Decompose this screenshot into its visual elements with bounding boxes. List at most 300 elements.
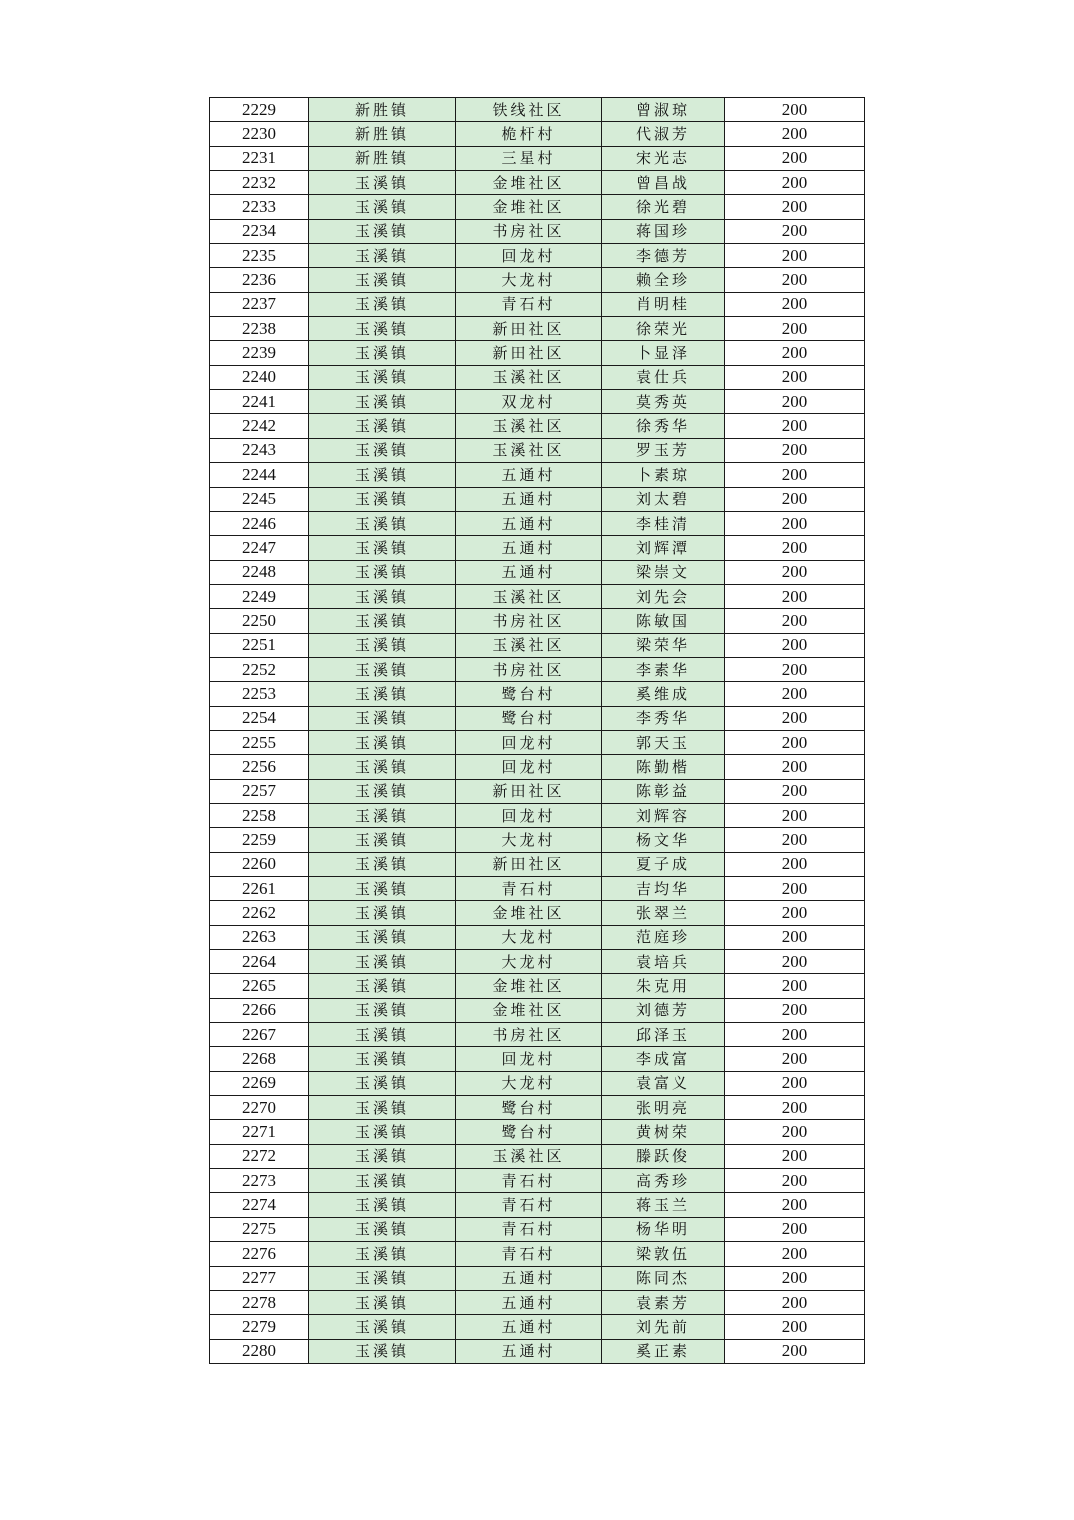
table-row	[210, 195, 865, 219]
table-row	[210, 1144, 865, 1168]
village-cell: 鹭台村	[456, 1120, 602, 1144]
village-cell: 五通村	[456, 1266, 602, 1290]
name-cell: 奚正素	[602, 1339, 725, 1363]
table-row	[210, 1169, 865, 1193]
amount-cell: 200	[725, 1120, 865, 1144]
town-cell: 玉溪镇	[309, 511, 456, 535]
village-cell: 桅杆村	[456, 122, 602, 146]
table-row	[210, 803, 865, 827]
table-row	[210, 584, 865, 608]
table-body	[210, 98, 865, 1364]
village-cell: 玉溪社区	[456, 1144, 602, 1168]
amount-cell: 200	[725, 1315, 865, 1339]
amount-cell: 200	[725, 1071, 865, 1095]
village-cell: 五通村	[456, 1315, 602, 1339]
amount-cell: 200	[725, 584, 865, 608]
row-number-cell: 2254	[210, 706, 309, 730]
town-cell: 玉溪镇	[309, 341, 456, 365]
name-cell: 奚维成	[602, 682, 725, 706]
village-cell: 回龙村	[456, 730, 602, 754]
row-number-cell: 2273	[210, 1169, 309, 1193]
name-cell: 李素华	[602, 657, 725, 681]
row-number-cell: 2274	[210, 1193, 309, 1217]
name-cell: 徐荣光	[602, 317, 725, 341]
village-cell: 鹭台村	[456, 1096, 602, 1120]
table-row	[210, 244, 865, 268]
table-row	[210, 1096, 865, 1120]
table-row	[210, 1339, 865, 1363]
village-cell: 金堆社区	[456, 171, 602, 195]
name-cell: 袁仕兵	[602, 365, 725, 389]
town-cell: 玉溪镇	[309, 755, 456, 779]
table-row	[210, 414, 865, 438]
village-cell: 玉溪社区	[456, 584, 602, 608]
amount-cell: 200	[725, 341, 865, 365]
amount-cell: 200	[725, 511, 865, 535]
amount-cell: 200	[725, 1339, 865, 1363]
row-number-cell: 2238	[210, 317, 309, 341]
amount-cell: 200	[725, 901, 865, 925]
table-row	[210, 657, 865, 681]
amount-cell: 200	[725, 609, 865, 633]
amount-cell: 200	[725, 98, 865, 122]
village-cell: 金堆社区	[456, 998, 602, 1022]
village-cell: 青石村	[456, 1242, 602, 1266]
amount-cell: 200	[725, 998, 865, 1022]
village-cell: 青石村	[456, 292, 602, 316]
row-number-cell: 2244	[210, 463, 309, 487]
town-cell: 玉溪镇	[309, 901, 456, 925]
village-cell: 大龙村	[456, 268, 602, 292]
table-row	[210, 292, 865, 316]
amount-cell: 200	[725, 292, 865, 316]
town-cell: 玉溪镇	[309, 1193, 456, 1217]
village-cell: 金堆社区	[456, 195, 602, 219]
village-cell: 青石村	[456, 877, 602, 901]
amount-cell: 200	[725, 657, 865, 681]
name-cell: 朱克用	[602, 974, 725, 998]
row-number-cell: 2234	[210, 219, 309, 243]
row-number-cell: 2240	[210, 365, 309, 389]
town-cell: 玉溪镇	[309, 974, 456, 998]
amount-cell: 200	[725, 803, 865, 827]
row-number-cell: 2231	[210, 146, 309, 170]
row-number-cell: 2252	[210, 657, 309, 681]
table-row	[210, 1120, 865, 1144]
village-cell: 三星村	[456, 146, 602, 170]
name-cell: 梁荣华	[602, 633, 725, 657]
village-cell: 青石村	[456, 1217, 602, 1241]
table-row	[210, 1193, 865, 1217]
village-cell: 大龙村	[456, 1071, 602, 1095]
row-number-cell: 2248	[210, 560, 309, 584]
village-cell: 青石村	[456, 1193, 602, 1217]
name-cell: 代淑芳	[602, 122, 725, 146]
town-cell: 新胜镇	[309, 146, 456, 170]
table-row	[210, 317, 865, 341]
table-row	[210, 1023, 865, 1047]
row-number-cell: 2279	[210, 1315, 309, 1339]
town-cell: 玉溪镇	[309, 536, 456, 560]
town-cell: 玉溪镇	[309, 1096, 456, 1120]
town-cell: 玉溪镇	[309, 268, 456, 292]
town-cell: 玉溪镇	[309, 657, 456, 681]
village-cell: 五通村	[456, 487, 602, 511]
amount-cell: 200	[725, 706, 865, 730]
village-cell: 书房社区	[456, 1023, 602, 1047]
village-cell: 玉溪社区	[456, 438, 602, 462]
town-cell: 玉溪镇	[309, 584, 456, 608]
row-number-cell: 2266	[210, 998, 309, 1022]
table-row	[210, 536, 865, 560]
amount-cell: 200	[725, 779, 865, 803]
village-cell: 新田社区	[456, 852, 602, 876]
village-cell: 回龙村	[456, 1047, 602, 1071]
town-cell: 玉溪镇	[309, 1120, 456, 1144]
table-row	[210, 487, 865, 511]
table-row	[210, 511, 865, 535]
village-cell: 书房社区	[456, 657, 602, 681]
amount-cell: 200	[725, 122, 865, 146]
row-number-cell: 2277	[210, 1266, 309, 1290]
row-number-cell: 2250	[210, 609, 309, 633]
name-cell: 袁富义	[602, 1071, 725, 1095]
table-row	[210, 925, 865, 949]
table-row	[210, 146, 865, 170]
village-cell: 回龙村	[456, 244, 602, 268]
name-cell: 刘辉潭	[602, 536, 725, 560]
town-cell: 玉溪镇	[309, 438, 456, 462]
row-number-cell: 2251	[210, 633, 309, 657]
town-cell: 玉溪镇	[309, 633, 456, 657]
row-number-cell: 2265	[210, 974, 309, 998]
table-row	[210, 974, 865, 998]
name-cell: 曾昌战	[602, 171, 725, 195]
amount-cell: 200	[725, 1290, 865, 1314]
table-row	[210, 341, 865, 365]
amount-cell: 200	[725, 852, 865, 876]
amount-cell: 200	[725, 414, 865, 438]
row-number-cell: 2271	[210, 1120, 309, 1144]
row-number-cell: 2275	[210, 1217, 309, 1241]
name-cell: 李成富	[602, 1047, 725, 1071]
town-cell: 玉溪镇	[309, 1047, 456, 1071]
table-row	[210, 828, 865, 852]
row-number-cell: 2270	[210, 1096, 309, 1120]
name-cell: 范庭珍	[602, 925, 725, 949]
data-table	[209, 97, 865, 1364]
name-cell: 刘太碧	[602, 487, 725, 511]
town-cell: 玉溪镇	[309, 682, 456, 706]
amount-cell: 200	[725, 268, 865, 292]
village-cell: 金堆社区	[456, 974, 602, 998]
name-cell: 赖全珍	[602, 268, 725, 292]
amount-cell: 200	[725, 1047, 865, 1071]
amount-cell: 200	[725, 1144, 865, 1168]
village-cell: 铁线社区	[456, 98, 602, 122]
town-cell: 玉溪镇	[309, 365, 456, 389]
village-cell: 双龙村	[456, 390, 602, 414]
row-number-cell: 2278	[210, 1290, 309, 1314]
town-cell: 玉溪镇	[309, 877, 456, 901]
town-cell: 玉溪镇	[309, 998, 456, 1022]
town-cell: 玉溪镇	[309, 1315, 456, 1339]
name-cell: 邱泽玉	[602, 1023, 725, 1047]
row-number-cell: 2239	[210, 341, 309, 365]
row-number-cell: 2272	[210, 1144, 309, 1168]
name-cell: 徐秀华	[602, 414, 725, 438]
town-cell: 玉溪镇	[309, 1290, 456, 1314]
amount-cell: 200	[725, 950, 865, 974]
row-number-cell: 2263	[210, 925, 309, 949]
amount-cell: 200	[725, 317, 865, 341]
table-row	[210, 219, 865, 243]
name-cell: 吉均华	[602, 877, 725, 901]
row-number-cell: 2258	[210, 803, 309, 827]
name-cell: 蒋玉兰	[602, 1193, 725, 1217]
town-cell: 玉溪镇	[309, 463, 456, 487]
amount-cell: 200	[725, 195, 865, 219]
village-cell: 大龙村	[456, 828, 602, 852]
table-row	[210, 950, 865, 974]
village-cell: 新田社区	[456, 779, 602, 803]
amount-cell: 200	[725, 925, 865, 949]
village-cell: 大龙村	[456, 925, 602, 949]
table-row	[210, 122, 865, 146]
village-cell: 鹭台村	[456, 682, 602, 706]
row-number-cell: 2257	[210, 779, 309, 803]
village-cell: 新田社区	[456, 317, 602, 341]
name-cell: 杨文华	[602, 828, 725, 852]
name-cell: 陈敏国	[602, 609, 725, 633]
row-number-cell: 2242	[210, 414, 309, 438]
table-row	[210, 755, 865, 779]
town-cell: 玉溪镇	[309, 560, 456, 584]
village-cell: 玉溪社区	[456, 365, 602, 389]
row-number-cell: 2268	[210, 1047, 309, 1071]
village-cell: 书房社区	[456, 219, 602, 243]
amount-cell: 200	[725, 755, 865, 779]
village-cell: 书房社区	[456, 609, 602, 633]
table-row	[210, 1315, 865, 1339]
row-number-cell: 2253	[210, 682, 309, 706]
name-cell: 肖明桂	[602, 292, 725, 316]
table-row	[210, 1290, 865, 1314]
name-cell: 刘辉容	[602, 803, 725, 827]
row-number-cell: 2261	[210, 877, 309, 901]
row-number-cell: 2247	[210, 536, 309, 560]
amount-cell: 200	[725, 536, 865, 560]
amount-cell: 200	[725, 438, 865, 462]
name-cell: 莫秀英	[602, 390, 725, 414]
town-cell: 玉溪镇	[309, 1169, 456, 1193]
name-cell: 蒋国珍	[602, 219, 725, 243]
village-cell: 五通村	[456, 560, 602, 584]
amount-cell: 200	[725, 171, 865, 195]
amount-cell: 200	[725, 1096, 865, 1120]
row-number-cell: 2262	[210, 901, 309, 925]
town-cell: 玉溪镇	[309, 1217, 456, 1241]
village-cell: 五通村	[456, 463, 602, 487]
name-cell: 郭天玉	[602, 730, 725, 754]
name-cell: 梁崇文	[602, 560, 725, 584]
village-cell: 青石村	[456, 1169, 602, 1193]
name-cell: 曾淑琼	[602, 98, 725, 122]
amount-cell: 200	[725, 1193, 865, 1217]
village-cell: 回龙村	[456, 755, 602, 779]
town-cell: 玉溪镇	[309, 1071, 456, 1095]
name-cell: 李秀华	[602, 706, 725, 730]
village-cell: 金堆社区	[456, 901, 602, 925]
row-number-cell: 2236	[210, 268, 309, 292]
town-cell: 玉溪镇	[309, 925, 456, 949]
name-cell: 高秀珍	[602, 1169, 725, 1193]
name-cell: 梁敦伍	[602, 1242, 725, 1266]
row-number-cell: 2241	[210, 390, 309, 414]
village-cell: 新田社区	[456, 341, 602, 365]
row-number-cell: 2267	[210, 1023, 309, 1047]
village-cell: 回龙村	[456, 803, 602, 827]
name-cell: 李桂清	[602, 511, 725, 535]
town-cell: 玉溪镇	[309, 1242, 456, 1266]
amount-cell: 200	[725, 828, 865, 852]
table-row	[210, 1266, 865, 1290]
town-cell: 玉溪镇	[309, 219, 456, 243]
amount-cell: 200	[725, 390, 865, 414]
amount-cell: 200	[725, 365, 865, 389]
amount-cell: 200	[725, 974, 865, 998]
name-cell: 宋光志	[602, 146, 725, 170]
row-number-cell: 2259	[210, 828, 309, 852]
town-cell: 玉溪镇	[309, 317, 456, 341]
row-number-cell: 2276	[210, 1242, 309, 1266]
row-number-cell: 2235	[210, 244, 309, 268]
row-number-cell: 2260	[210, 852, 309, 876]
town-cell: 玉溪镇	[309, 390, 456, 414]
name-cell: 滕跃俊	[602, 1144, 725, 1168]
amount-cell: 200	[725, 633, 865, 657]
row-number-cell: 2264	[210, 950, 309, 974]
table-row	[210, 463, 865, 487]
village-cell: 大龙村	[456, 950, 602, 974]
amount-cell: 200	[725, 244, 865, 268]
town-cell: 玉溪镇	[309, 195, 456, 219]
table-row	[210, 1217, 865, 1241]
town-cell: 玉溪镇	[309, 1266, 456, 1290]
name-cell: 杨华明	[602, 1217, 725, 1241]
table-row	[210, 365, 865, 389]
village-cell: 玉溪社区	[456, 414, 602, 438]
town-cell: 玉溪镇	[309, 852, 456, 876]
name-cell: 袁素芳	[602, 1290, 725, 1314]
row-number-cell: 2280	[210, 1339, 309, 1363]
town-cell: 玉溪镇	[309, 730, 456, 754]
town-cell: 玉溪镇	[309, 1339, 456, 1363]
amount-cell: 200	[725, 730, 865, 754]
amount-cell: 200	[725, 1023, 865, 1047]
amount-cell: 200	[725, 219, 865, 243]
name-cell: 黄树荣	[602, 1120, 725, 1144]
table-row	[210, 1047, 865, 1071]
name-cell: 刘德芳	[602, 998, 725, 1022]
town-cell: 玉溪镇	[309, 828, 456, 852]
village-cell: 鹭台村	[456, 706, 602, 730]
town-cell: 玉溪镇	[309, 414, 456, 438]
village-cell: 五通村	[456, 1290, 602, 1314]
amount-cell: 200	[725, 682, 865, 706]
table-row	[210, 998, 865, 1022]
name-cell: 徐光碧	[602, 195, 725, 219]
town-cell: 玉溪镇	[309, 609, 456, 633]
town-cell: 玉溪镇	[309, 706, 456, 730]
name-cell: 陈同杰	[602, 1266, 725, 1290]
amount-cell: 200	[725, 1266, 865, 1290]
name-cell: 卜素琼	[602, 463, 725, 487]
town-cell: 玉溪镇	[309, 1144, 456, 1168]
table-row	[210, 706, 865, 730]
table-row	[210, 560, 865, 584]
town-cell: 玉溪镇	[309, 950, 456, 974]
amount-cell: 200	[725, 877, 865, 901]
name-cell: 夏子成	[602, 852, 725, 876]
amount-cell: 200	[725, 1169, 865, 1193]
row-number-cell: 2232	[210, 171, 309, 195]
table-row	[210, 1071, 865, 1095]
table-row	[210, 609, 865, 633]
town-cell: 玉溪镇	[309, 292, 456, 316]
table-row	[210, 779, 865, 803]
amount-cell: 200	[725, 463, 865, 487]
town-cell: 玉溪镇	[309, 244, 456, 268]
row-number-cell: 2243	[210, 438, 309, 462]
village-cell: 玉溪社区	[456, 633, 602, 657]
village-cell: 五通村	[456, 536, 602, 560]
name-cell: 卜显泽	[602, 341, 725, 365]
row-number-cell: 2269	[210, 1071, 309, 1095]
table-row	[210, 98, 865, 122]
row-number-cell: 2233	[210, 195, 309, 219]
name-cell: 张明亮	[602, 1096, 725, 1120]
table-row	[210, 852, 865, 876]
village-cell: 五通村	[456, 511, 602, 535]
amount-cell: 200	[725, 560, 865, 584]
row-number-cell: 2256	[210, 755, 309, 779]
town-cell: 玉溪镇	[309, 1023, 456, 1047]
name-cell: 陈彰益	[602, 779, 725, 803]
table-row	[210, 730, 865, 754]
name-cell: 陈勤楷	[602, 755, 725, 779]
name-cell: 罗玉芳	[602, 438, 725, 462]
table-row	[210, 877, 865, 901]
row-number-cell: 2255	[210, 730, 309, 754]
amount-cell: 200	[725, 487, 865, 511]
row-number-cell: 2246	[210, 511, 309, 535]
name-cell: 刘先前	[602, 1315, 725, 1339]
name-cell: 张翠兰	[602, 901, 725, 925]
table-row	[210, 171, 865, 195]
table-row	[210, 268, 865, 292]
amount-cell: 200	[725, 1242, 865, 1266]
row-number-cell: 2249	[210, 584, 309, 608]
name-cell: 刘先会	[602, 584, 725, 608]
table-row	[210, 633, 865, 657]
name-cell: 袁培兵	[602, 950, 725, 974]
row-number-cell: 2230	[210, 122, 309, 146]
table-row	[210, 438, 865, 462]
table-row	[210, 682, 865, 706]
town-cell: 玉溪镇	[309, 487, 456, 511]
village-cell: 五通村	[456, 1339, 602, 1363]
